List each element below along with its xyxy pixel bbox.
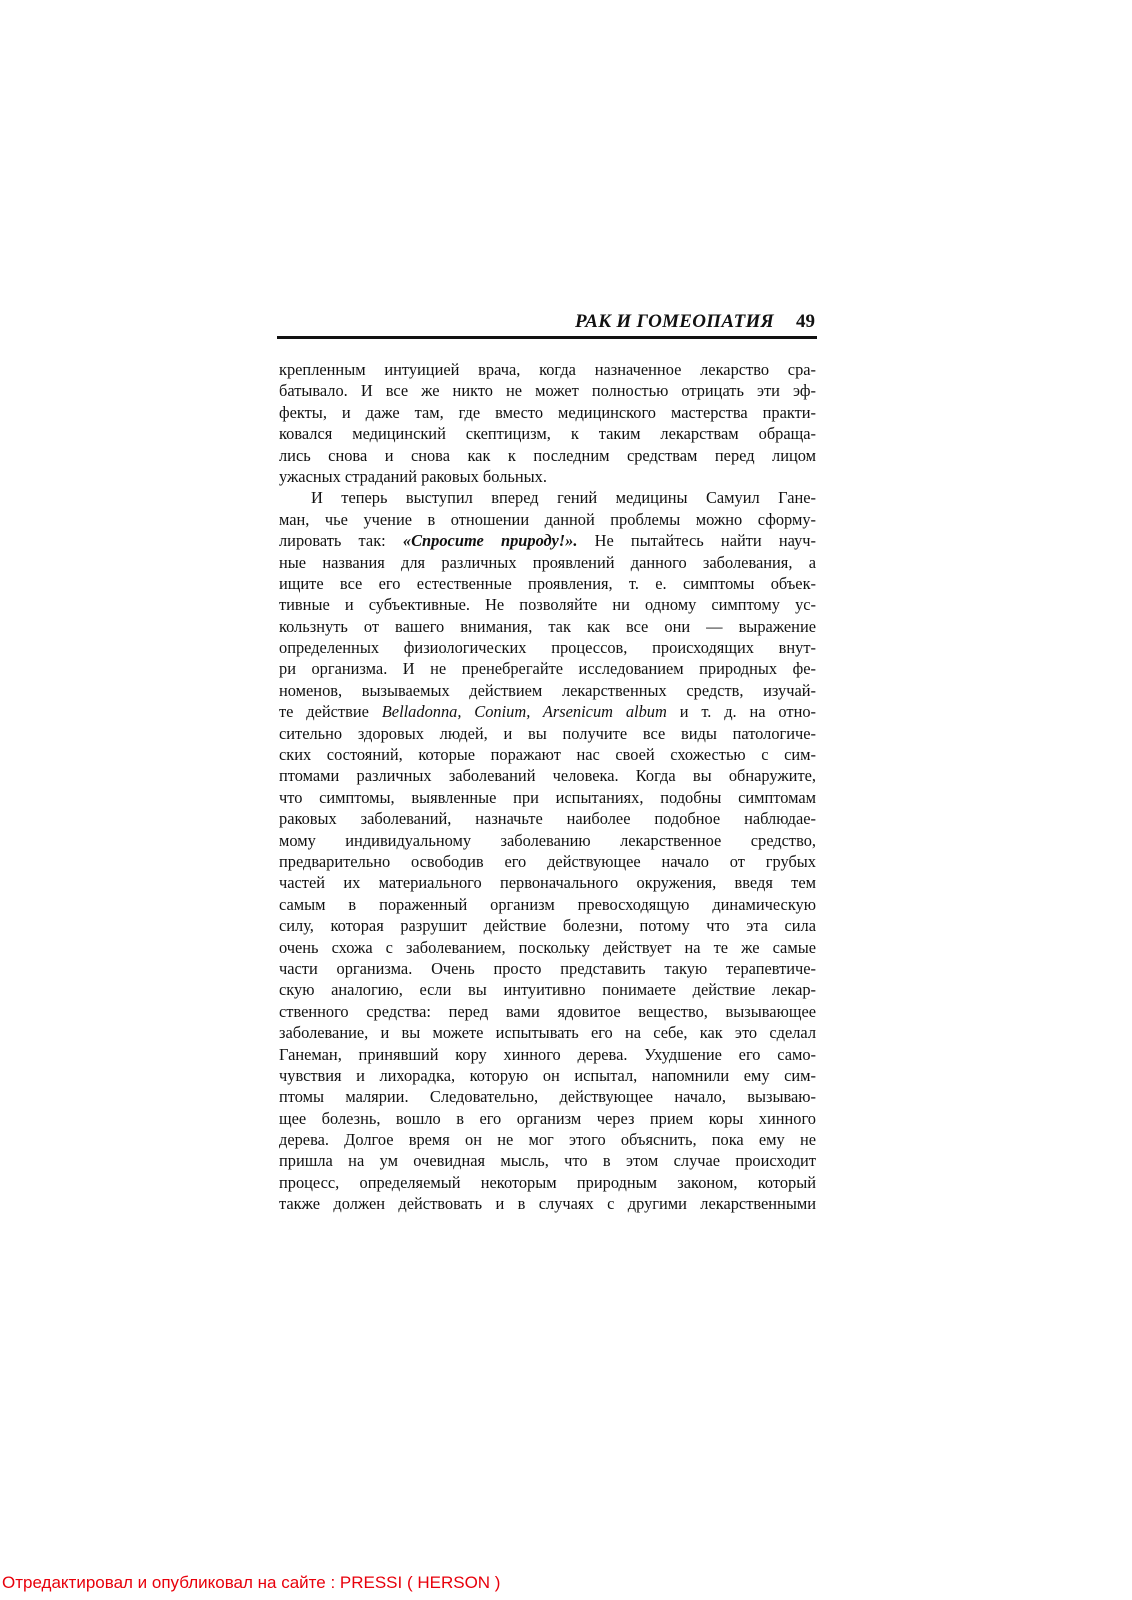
running-header <box>277 311 817 345</box>
text-line: части организма. Очень просто представить такую терапевтиче- <box>279 958 816 978</box>
text-line: ные названия для различных проявлений данного заболевания, а <box>279 552 816 572</box>
text-line: что симптомы, выявленные при испытаниях, подобны симптомам <box>279 787 816 807</box>
page-number: 49 <box>796 311 815 332</box>
text-line: ищите все его естественные проявления, т. е. симптомы объек- <box>279 573 816 593</box>
text-line: кользнуть от вашего внимания, так как все они — выражение <box>279 616 816 636</box>
text-run: лировать так: <box>279 531 403 551</box>
text-line: заболевание, и вы можете испытывать его на себе, как это сделал <box>279 1023 816 1043</box>
publisher-credit: Отредактировал и опубликовал на сайте : PRESSI ( HERSON ) <box>2 1573 501 1592</box>
text-line: птомами различных заболеваний человека. Когда вы обнаружите, <box>279 766 816 786</box>
text-line: щее болезнь, вошло в его организм через прием коры хинного <box>279 1108 816 1128</box>
running-title: РАК И ГОМЕОПАТИЯ <box>574 311 774 332</box>
text-line: фекты, и даже там, где вместо медицинского мастерства практи- <box>279 402 816 422</box>
text-line: мому индивидуальному заболеванию лекарственное средство, <box>279 830 816 850</box>
text-line: очень схожа с заболеванием, поскольку действует на те же самые <box>279 937 816 957</box>
text-line: ственного средства: перед вами ядовитое вещество, вызывающее <box>279 1001 816 1021</box>
text-line: лись снова и снова как к последним средствам перед лицом <box>279 445 816 465</box>
text-line: чувствия и лихорадка, которую он испытал, напомнили ему сим- <box>279 1065 816 1085</box>
text-line: ужасных страданий раковых больных. <box>279 466 547 486</box>
text-run: те действие <box>279 702 382 722</box>
header-rule <box>277 336 817 339</box>
text-line: частей их материального первоначального окружения, введя тем <box>279 873 816 893</box>
text-line: самым в пораженный организм превосходящую динамическую <box>279 894 816 914</box>
text-line: ковался медицинский скептицизм, к таким лекарствам обраща- <box>279 424 816 444</box>
text-line: И теперь выступил вперед гений медицины Самуил Гане- <box>311 488 816 508</box>
text-line: раковых заболеваний, назначьте наиболее подобное наблюдае- <box>279 809 816 829</box>
text-line-mixed <box>279 701 816 722</box>
remedy-names: Belladonna, Conium, Arsenicum album <box>381 702 667 722</box>
text-line: крепленным интуицией врача, когда назначенное лекарство сра- <box>279 360 816 379</box>
text-line: пришла на ум очевидная мысль, что в этом случае происходит <box>279 1151 816 1171</box>
text-line: предварительно освободив его действующее начало от грубых <box>279 851 816 871</box>
text-line-mixed <box>279 530 816 551</box>
text-line: ман, чье учение в отношении данной проблемы можно сформу- <box>279 509 816 529</box>
text-run: Не пытайтесь найти науч- <box>577 531 816 551</box>
text-line: скую аналогию, если вы интуитивно понимаете действие лекар- <box>279 980 816 1000</box>
text-line: батывало. И все же никто не может полностью отрицать эти эф- <box>279 381 816 401</box>
text-line: сительно здоровых людей, и вы получите все виды патологиче- <box>279 723 816 743</box>
text-line: номенов, вызываемых действием лекарственных средств, изучай- <box>279 680 816 700</box>
text-line: также должен действовать и в случаях с другими лекарственными <box>279 1194 816 1214</box>
text-line: ских состояний, которые поражают нас своей схожестью с сим- <box>279 745 816 765</box>
text-line: определенных физиологических процессов, происходящих внут- <box>279 638 816 658</box>
text-line: процесс, определяемый некоторым природным законом, который <box>279 1172 816 1192</box>
text-run: и т. д. на отно- <box>666 702 816 722</box>
text-line: Ганеман, принявший кору хинного дерева. Ухудшение его само- <box>279 1044 816 1064</box>
body-text <box>279 359 816 1215</box>
text-line: силу, которая разрушит действие болезни, потому что эта сила <box>279 916 816 936</box>
text-line: тивные и субъективные. Не позволяйте ни одному симптому ус- <box>279 595 816 615</box>
emphasis-quote: «Спросите природу!». <box>402 531 578 551</box>
text-line: птомы малярии. Следовательно, действующее начало, вызываю- <box>279 1087 816 1107</box>
text-line: дерева. Долгое время он не мог этого объяснить, пока ему не <box>279 1130 816 1150</box>
text-line: ри организма. И не пренебрегайте исследованием природных фе- <box>279 659 816 679</box>
